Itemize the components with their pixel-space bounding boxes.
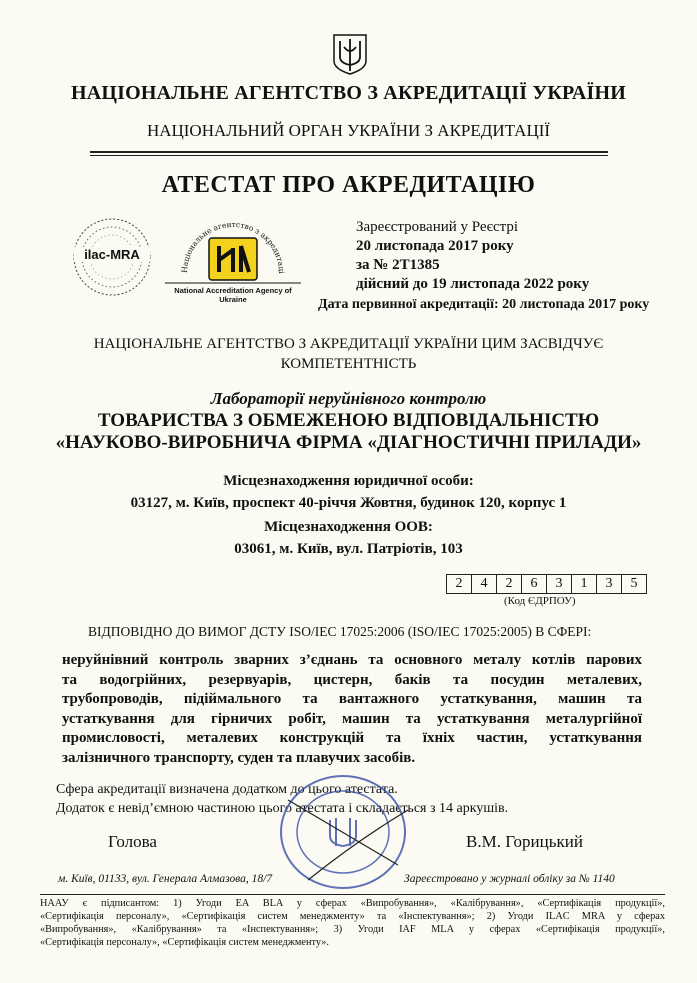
edrpou-digit: 2 <box>447 575 472 593</box>
registry-block <box>356 218 589 294</box>
footnote-line: «Випробування», «Калібрування» та «Інспектування»; 3) Угоди IAF MLA у сферах «Сертифікація продукції», <box>40 924 665 935</box>
mla-footnote <box>40 897 665 949</box>
cab-address-block <box>0 516 697 560</box>
valid-until: дійсний до 19 листопада 2022 року <box>356 276 590 292</box>
cab-address-label: Місцезнаходження ООВ: <box>264 519 433 535</box>
edrpou-digit: 3 <box>547 575 572 593</box>
scope-line: трубопроводів, підіймального та вантажного устаткування, машин та <box>62 691 642 708</box>
certification-line: НАЦІОНАЛЬНЕ АГЕНТСТВО З АКРЕДИТАЦІЇ УКРАЇНИ ЦИМ ЗАСВІДЧУЄ <box>93 336 604 352</box>
edrpou-digit: 6 <box>522 575 547 593</box>
signatory-role: Голова <box>108 832 157 851</box>
registry-date: 20 листопада 2017 року <box>356 238 514 254</box>
legal-address-label: Місцезнаходження юридичної особи: <box>223 473 474 489</box>
edrpou-label: (Код ЄДРПОУ) <box>504 595 576 607</box>
ilac-label: ilac-MRA <box>74 247 150 262</box>
certification-statement <box>0 334 697 374</box>
scope-line: неруйнівний контроль зварних з’єднань та основного металу котлів парових <box>62 652 642 668</box>
naau-ring-text: Національне агентство з акредитаці <box>179 219 287 274</box>
edrpou-digit: 4 <box>472 575 497 593</box>
standard-statement: ВІДПОВІДНО ДО ВИМОГ ДСТУ ISO/IEC 17025:2006 (ISO/IEC 17025:2005) В СФЕРІ: <box>88 624 592 639</box>
edrpou-digit: 1 <box>572 575 597 593</box>
organization-line: «НАУКОВО-ВИРОБНИЧА ФІРМА «ДІАГНОСТИЧНІ ПРИЛАДИ» <box>55 432 642 453</box>
scope-line: промисловості, металевих конструкцій та їхніх частин, устаткування <box>62 730 642 747</box>
scope-line: залізничного транспорту, суден та плавучих засобів. <box>62 749 416 766</box>
certificate-title: АТЕСТАТ ПРО АКРЕДИТАЦІЮ <box>161 172 536 198</box>
footnote-line: «Сертифікація персоналу», «Сертифікація систем менеджменту» та «Інспектування»; 2) Угоди ILAC MRA у сферах <box>40 911 665 922</box>
accreditation-body: НАЦІОНАЛЬНИЙ ОРГАН УКРАЇНИ З АКРЕДИТАЦІЇ <box>146 121 551 140</box>
signatory-name: В.М. Горицький <box>466 832 583 851</box>
edrpou-digit: 3 <box>597 575 622 593</box>
footnote-line: «Сертифікація персоналу», «Сертифікація систем менеджменту». <box>40 937 329 948</box>
coat-of-arms-icon <box>332 33 368 75</box>
registry-number: за № 2Т1385 <box>356 257 440 273</box>
edrpou-digit: 2 <box>497 575 522 593</box>
annex-line: Сфера акредитації визначена додатком до цього атестата. <box>56 782 398 797</box>
footnote-line: НААУ є підписантом: 1) Угоди EA BLA у сферах «Випробування», «Калібрування», «Сертифікація продукції», <box>40 898 665 909</box>
scope-line: устаткування для гірничих робіт, машин та устаткування металургійної <box>62 710 642 727</box>
naau-logo <box>163 215 303 304</box>
certification-line: КОМПЕТЕНТНІСТЬ <box>280 356 417 372</box>
agency-name: НАЦІОНАЛЬНЕ АГЕНТСТВО З АКРЕДИТАЦІЇ УКРАЇНИ <box>70 82 627 104</box>
organization-line: ТОВАРИСТВА З ОБМЕЖЕНОЮ ВІДПОВІДАЛЬНІСТЮ <box>97 410 600 431</box>
ilac-mra-logo <box>70 215 154 299</box>
legal-address-block <box>0 470 697 514</box>
issuer-address: м. Київ, 01133, вул. Генерала Алмазова, 18/7 <box>58 873 273 885</box>
registry-line: Зареєстрований у Реєстрі <box>356 219 519 235</box>
first-accreditation-date: Дата первинної акредитації: 20 листопада 2017 року <box>318 297 650 312</box>
cab-address: 03061, м. Київ, вул. Патріотів, 103 <box>234 541 463 557</box>
accreditation-scope <box>62 651 642 769</box>
annex-line: Додаток є невід’ємною частиною цього атестата і складається з 14 аркушів. <box>56 801 509 816</box>
edrpou-digit: 5 <box>630 576 638 591</box>
naau-caption: National Accreditation Agency of Ukraine <box>174 286 292 304</box>
scope-line: та водогрійних, резервуарів, цистерн, баків та посудин металевих, <box>62 671 642 688</box>
divider <box>90 155 608 156</box>
organization-name <box>0 388 697 454</box>
legal-address: 03127, м. Київ, проспект 40-річчя Жовтня, будинок 120, корпус 1 <box>130 495 567 511</box>
divider <box>90 151 608 153</box>
journal-number: Зареєстровано у журналі обліку за № 1140 <box>404 873 615 885</box>
official-seal <box>268 770 418 894</box>
edrpou-code-box <box>446 574 647 594</box>
organization-line: Лабораторії неруйнівного контролю <box>210 389 487 408</box>
footer-divider <box>40 894 665 895</box>
